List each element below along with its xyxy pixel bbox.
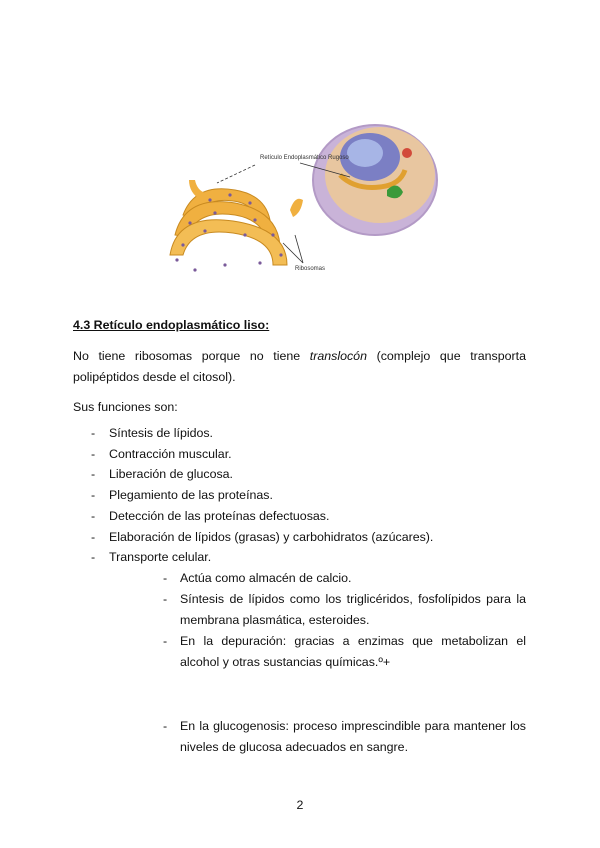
section-paragraph <box>73 346 526 388</box>
sub-list-item-text: Síntesis de lípidos como los triglicéridos, fosfolípidos para la membrana plasmática, esteroides. <box>180 591 526 627</box>
sub-list-item <box>109 589 526 631</box>
list-bullet: - <box>163 591 168 606</box>
list-item <box>73 527 526 548</box>
list-item <box>73 547 526 758</box>
functions-list <box>73 423 526 758</box>
cell-red-dot <box>402 148 412 158</box>
list-item <box>73 464 526 485</box>
ribosomes-label: Ribosomas <box>295 266 326 272</box>
nucleus-inner <box>347 139 383 167</box>
list-bullet: - <box>163 570 168 585</box>
paragraph-italic-term: translocón <box>309 349 367 363</box>
list-bullet: - <box>91 529 96 544</box>
list-item-text: Contracción muscular. <box>109 446 232 461</box>
list-item-text: Liberación de glucosa. <box>109 467 233 482</box>
sub-list-item <box>109 568 526 589</box>
paragraph-text-start: No tiene ribosomas porque no tiene <box>73 349 310 363</box>
er-diagram-svg <box>155 95 445 300</box>
list-bullet: - <box>163 718 168 733</box>
list-bullet: - <box>91 467 96 482</box>
list-bullet: - <box>91 550 96 565</box>
er-illustration <box>155 95 445 300</box>
paragraph-text-end: (complejo que transporta polipéptidos desde el citosol). <box>73 349 526 384</box>
list-item-text: Elaboración de lípidos (grasas) y carbohidratos (azúcares). <box>109 529 434 544</box>
list-item <box>73 485 526 506</box>
list-item-text: Transporte celular. <box>109 550 212 565</box>
list-bullet: - <box>91 508 96 523</box>
page-number: 2 <box>296 798 304 812</box>
list-bullet: - <box>91 426 96 440</box>
er-tube <box>189 180 205 200</box>
functions-intro: Sus funciones son: <box>73 400 178 414</box>
rough-er-pointer <box>217 165 255 183</box>
section-title: 4.3 Retículo endoplasmático liso: <box>73 318 270 332</box>
list-bullet: - <box>91 446 96 461</box>
list-item <box>73 444 526 465</box>
list-item <box>73 506 526 527</box>
sub-list-item-text: En la glucogenosis: proceso imprescindible para mantener los niveles de glucosa adecuados en sangre. <box>180 718 526 754</box>
sub-list-item <box>109 716 526 758</box>
rough-er-label: Retículo Endoplasmático Rugoso <box>260 155 349 161</box>
list-item <box>73 423 526 444</box>
sub-list-item <box>109 631 526 673</box>
list-bullet: - <box>91 488 96 503</box>
sub-list-item-text: En la depuración: gracias a enzimas que metabolizan el alcohol y otras sustancias químicas.º+ <box>180 633 526 669</box>
list-item-text: Síntesis de lípidos. <box>109 426 214 440</box>
list-bullet: - <box>163 633 168 648</box>
sub-list-item-text: Actúa como almacén de calcio. <box>180 570 352 585</box>
list-item-text: Plegamiento de las proteínas. <box>109 488 273 503</box>
list-item-text: Detección de las proteínas defectuosas. <box>109 508 330 523</box>
sub-functions-list <box>109 568 526 758</box>
er-small-piece <box>290 199 303 217</box>
